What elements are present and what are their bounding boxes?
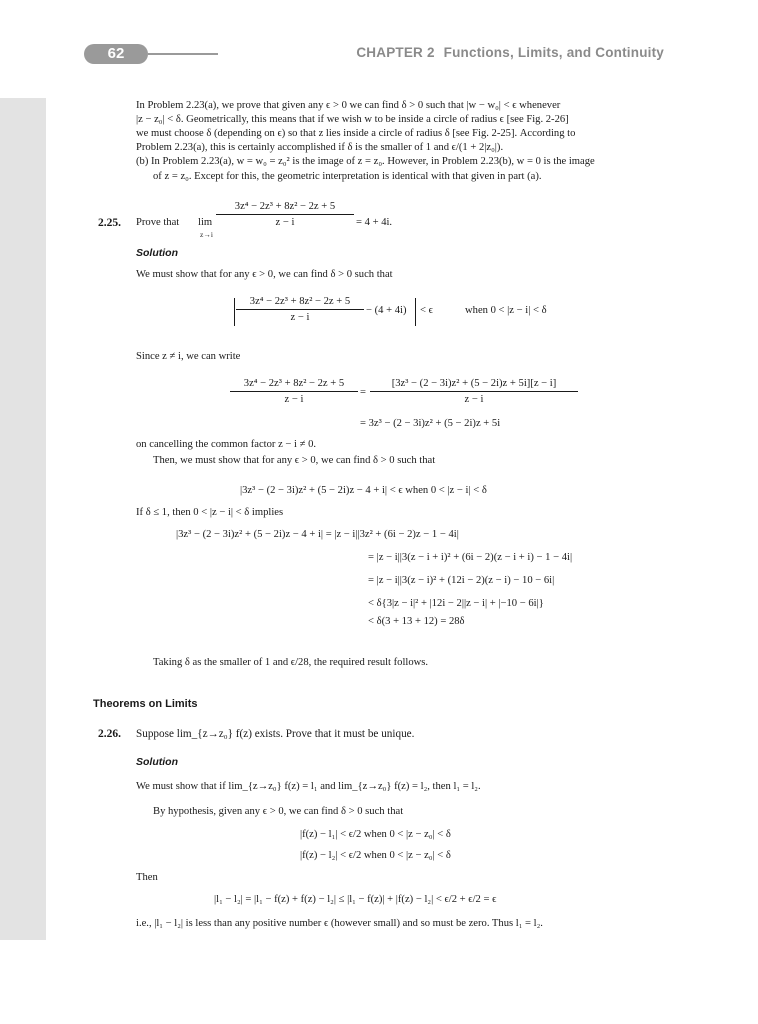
header-rule [148, 53, 218, 55]
fraction-numerator: 3z⁴ − 2z³ + 8z² − 2z + 5 [230, 377, 358, 392]
solution-heading: Solution [136, 247, 178, 259]
chain-line: < δ(3 + 13 + 12) = 28δ [368, 616, 465, 627]
problem-text: Suppose lim_{z→z₀} f(z) exists. Prove that it must be unique. [136, 728, 415, 740]
section-heading: Theorems on Limits [93, 698, 198, 710]
limit-fraction [216, 200, 354, 229]
fraction-denominator: z − i [275, 217, 295, 229]
chapter-label: CHAPTER 2 [356, 45, 435, 60]
limit-subscript: z→i [200, 230, 213, 239]
solution-heading: Solution [136, 756, 178, 768]
fraction-denominator: z − i [464, 394, 484, 406]
equals-sign: = [360, 387, 366, 398]
body-text: By hypothesis, given any ϵ > 0, we can find δ > 0 such that [153, 806, 404, 817]
chapter-header [356, 45, 664, 62]
intro-line: In Problem 2.23(a), we prove that given any ϵ > 0 we can find δ > 0 such that |w − w₀| < ϵ whenever [136, 100, 561, 111]
final-inequality: |l₁ − l₂| = |l₁ − f(z) + f(z) − l₂| ≤ |l₁ − f(z)| + |f(z) − l₂| < ϵ/2 + ϵ/2 = ϵ [214, 894, 497, 905]
problem-number: 2.25. [98, 217, 121, 229]
body-text: We must show that for any ϵ > 0, we can find δ > 0 such that [136, 269, 393, 280]
body-text: If δ ≤ 1, then 0 < |z − i| < δ implies [136, 507, 284, 518]
condition: |f(z) − l₂| < ϵ/2 when 0 < |z − z₀| < δ [300, 850, 451, 861]
abs-tail: − (4 + 4i) [366, 305, 407, 316]
body-text: Then [136, 872, 158, 883]
fraction-denominator: z − i [290, 312, 310, 324]
body-text: Then, we must show that for any ϵ > 0, we can find δ > 0 such that [153, 455, 436, 466]
intro-line: we must choose δ (depending on ϵ) so that z lies inside a circle of radius δ [see Fig. 2-25]. According to [136, 128, 576, 139]
body-text: Taking δ as the smaller of 1 and ϵ/28, the required result follows. [153, 657, 429, 668]
page-number: 62 [84, 44, 148, 64]
condition: |f(z) − l₁| < ϵ/2 when 0 < |z − z₀| < δ [300, 829, 451, 840]
intro-line: Problem 2.23(a), this is certainly accomplished if δ is the smaller of 1 and ϵ/(1 + 2|z₀|). [136, 142, 504, 153]
fraction-numerator: [3z³ − (2 − 3i)z² + (5 − 2i)z + 5i][z − i] [370, 377, 578, 392]
abs-bar-right [415, 298, 416, 326]
fraction-numerator: 3z⁴ − 2z³ + 8z² − 2z + 5 [216, 200, 354, 215]
fraction-numerator: 3z⁴ − 2z³ + 8z² − 2z + 5 [236, 295, 364, 310]
fraction-denominator: z − i [284, 394, 304, 406]
left-margin-band [0, 98, 46, 940]
less-than-epsilon: < ϵ [420, 305, 433, 316]
intro-line: (b) In Problem 2.23(a), w = w₀ = z₀² is the image of z = z₀. However, in Problem 2.23(b), w = 0 is the image [136, 156, 595, 167]
equation-lhs [230, 377, 358, 406]
body-text: Since z ≠ i, we can write [136, 351, 241, 362]
limit-operator: lim [198, 217, 213, 228]
body-text: on cancelling the common factor z − i ≠ 0. [136, 439, 317, 450]
chapter-title: Functions, Limits, and Continuity [443, 45, 664, 60]
abs-bar-left [234, 298, 235, 326]
condition: when 0 < |z − i| < δ [465, 305, 547, 316]
equation-line: = 3z³ − (2 − 3i)z² + (5 − 2i)z + 5i [360, 418, 501, 429]
chain-line: = |z − i||3(z − i + i)² + (6i − 2)(z − i + i) − 1 − 4i| [368, 552, 573, 563]
intro-line: of z = z₀. Except for this, the geometric interpretation is identical with that given in part (a). [153, 171, 542, 182]
chain-line: < δ{3|z − i|² + |12i − 2||z − i| + |−10 − 6i|} [368, 598, 544, 609]
chain-line: = |z − i||3(z − i)² + (12i − 2)(z − i) − 10 − 6i| [368, 575, 555, 586]
problem-number: 2.26. [98, 728, 121, 740]
chain-line: |3z³ − (2 − 3i)z² + (5 − 2i)z − 4 + i| = |z − i||3z² + (6i − 2)z − 1 − 4i| [176, 529, 459, 540]
problem-text: Prove that [136, 217, 180, 228]
equation-rhs [370, 377, 578, 406]
limit-result: = 4 + 4i. [356, 217, 393, 228]
inequality: |3z³ − (2 − 3i)z² + (5 − 2i)z − 4 + i| < ϵ when 0 < |z − i| < δ [240, 485, 487, 496]
abs-fraction [236, 295, 364, 324]
body-text: We must show that if lim_{z→z₀} f(z) = l₁ and lim_{z→z₀} f(z) = l₂, then l₁ = l₂. [136, 781, 481, 792]
body-text: i.e., |l₁ − l₂| is less than any positive number ϵ (however small) and so must be zero. Thus l₁ = l₂. [136, 918, 543, 929]
intro-line: |z − z₀| < δ. Geometrically, this means that if we wish w to be inside a circle of radius ϵ [see Fig. 2-26] [136, 114, 569, 125]
